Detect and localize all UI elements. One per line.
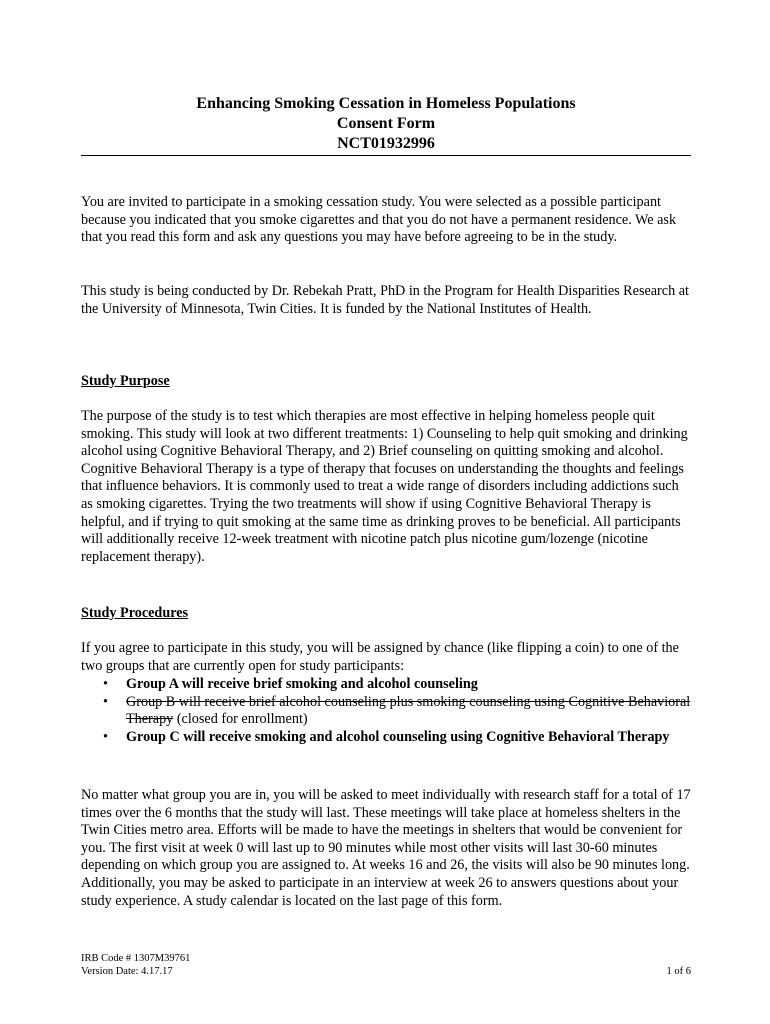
study-procedures-heading: Study Procedures	[81, 605, 189, 621]
group-a-text: Group A will receive brief smoking and alcohol counseling	[126, 676, 478, 692]
group-b-struck-text: Group B will receive brief alcohol counseling plus smoking counseling using Cognitive Behavioral Therapy	[126, 693, 691, 728]
bullet-icon: •	[103, 693, 108, 710]
irb-code: IRB Code # 1307M39761	[81, 953, 191, 964]
list-item-group-a	[81, 676, 691, 694]
title-line-nct-number: NCT01932996	[337, 135, 435, 152]
study-purpose-heading: Study Purpose	[81, 373, 170, 389]
group-c-text: Group C will receive smoking and alcohol counseling using Cognitive Behavioral Therapy	[126, 728, 670, 745]
list-item-group-c	[81, 729, 691, 747]
title-divider	[81, 155, 691, 156]
title-line-form-type: Consent Form	[336, 115, 436, 132]
group-b-closed-note: (closed for enrollment)	[173, 711, 308, 728]
document-title	[81, 94, 691, 154]
study-purpose-paragraph: The purpose of the study is to test which therapies are most effective in helping homeless people quit smoking. This study will look at two different treatments: 1) Counseling to help quit smoking and drinking alcohol using Cognitive Behavioral Therapy, and 2) Brief counseling on quitting smoking and alcohol. Cognitive Behavioral Therapy is a type of therapy that focuses on understanding the thoughts and feelings that influence behaviors. It is commonly used to treat a wide range of disorders including addictions such as smoking cigarettes. Trying the two treatments will show if using Cognitive Behavioral Therapy is helpful, and if trying to quit smoking at the same time as drinking proves to be beneficial. All participants will additionally receive 12-week treatment with nicotine patch plus nicotine gum/lozenge (nicotine replacement therapy).	[81, 408, 688, 565]
version-date: Version Date: 4.17.17	[81, 966, 173, 977]
group-list	[81, 676, 691, 746]
study-visits-paragraph: No matter what group you are in, you will be asked to meet individually with research staff for a total of 17 times over the 6 months that the study will last. These meetings will take place at homeless shelters in the Twin Cities metro area. Efforts will be made to have the meetings in shelters that would be convenient for you. The first visit at week 0 will last up to 90 minutes while most other visits will last 30-60 minutes depending on which group you are assigned to. At weeks 16 and 26, the visits will also be 90 minutes long. Additionally, you may be asked to participate in an interview at week 26 to answers questions about your study experience. A study calendar is located on the last page of this form.	[81, 787, 691, 909]
title-line-study-name: Enhancing Smoking Cessation in Homeless Populations	[196, 95, 576, 112]
intro-paragraph-investigator: This study is being conducted by Dr. Rebekah Pratt, PhD in the Program for Health Disparities Research at the University of Minnesota, Twin Cities. It is funded by the National Institutes of Health.	[81, 283, 689, 317]
page-number: 1 of 6	[666, 966, 691, 977]
bullet-icon: •	[103, 728, 108, 745]
bullet-icon: •	[103, 676, 108, 692]
intro-paragraph-invitation: You are invited to participate in a smoking cessation study. You were selected as a possible participant because you indicated that you smoke cigarettes and that you do not have a permanent residence. We ask that you read this form and ask any questions you may have before agreeing to be in the study.	[81, 194, 677, 246]
list-item-group-b	[81, 694, 691, 729]
footer-irb-info	[81, 952, 190, 978]
study-procedures-intro: If you agree to participate in this study, you will be assigned by chance (like flipping a coin) to one of the two groups that are currently open for study participants:	[81, 640, 679, 674]
